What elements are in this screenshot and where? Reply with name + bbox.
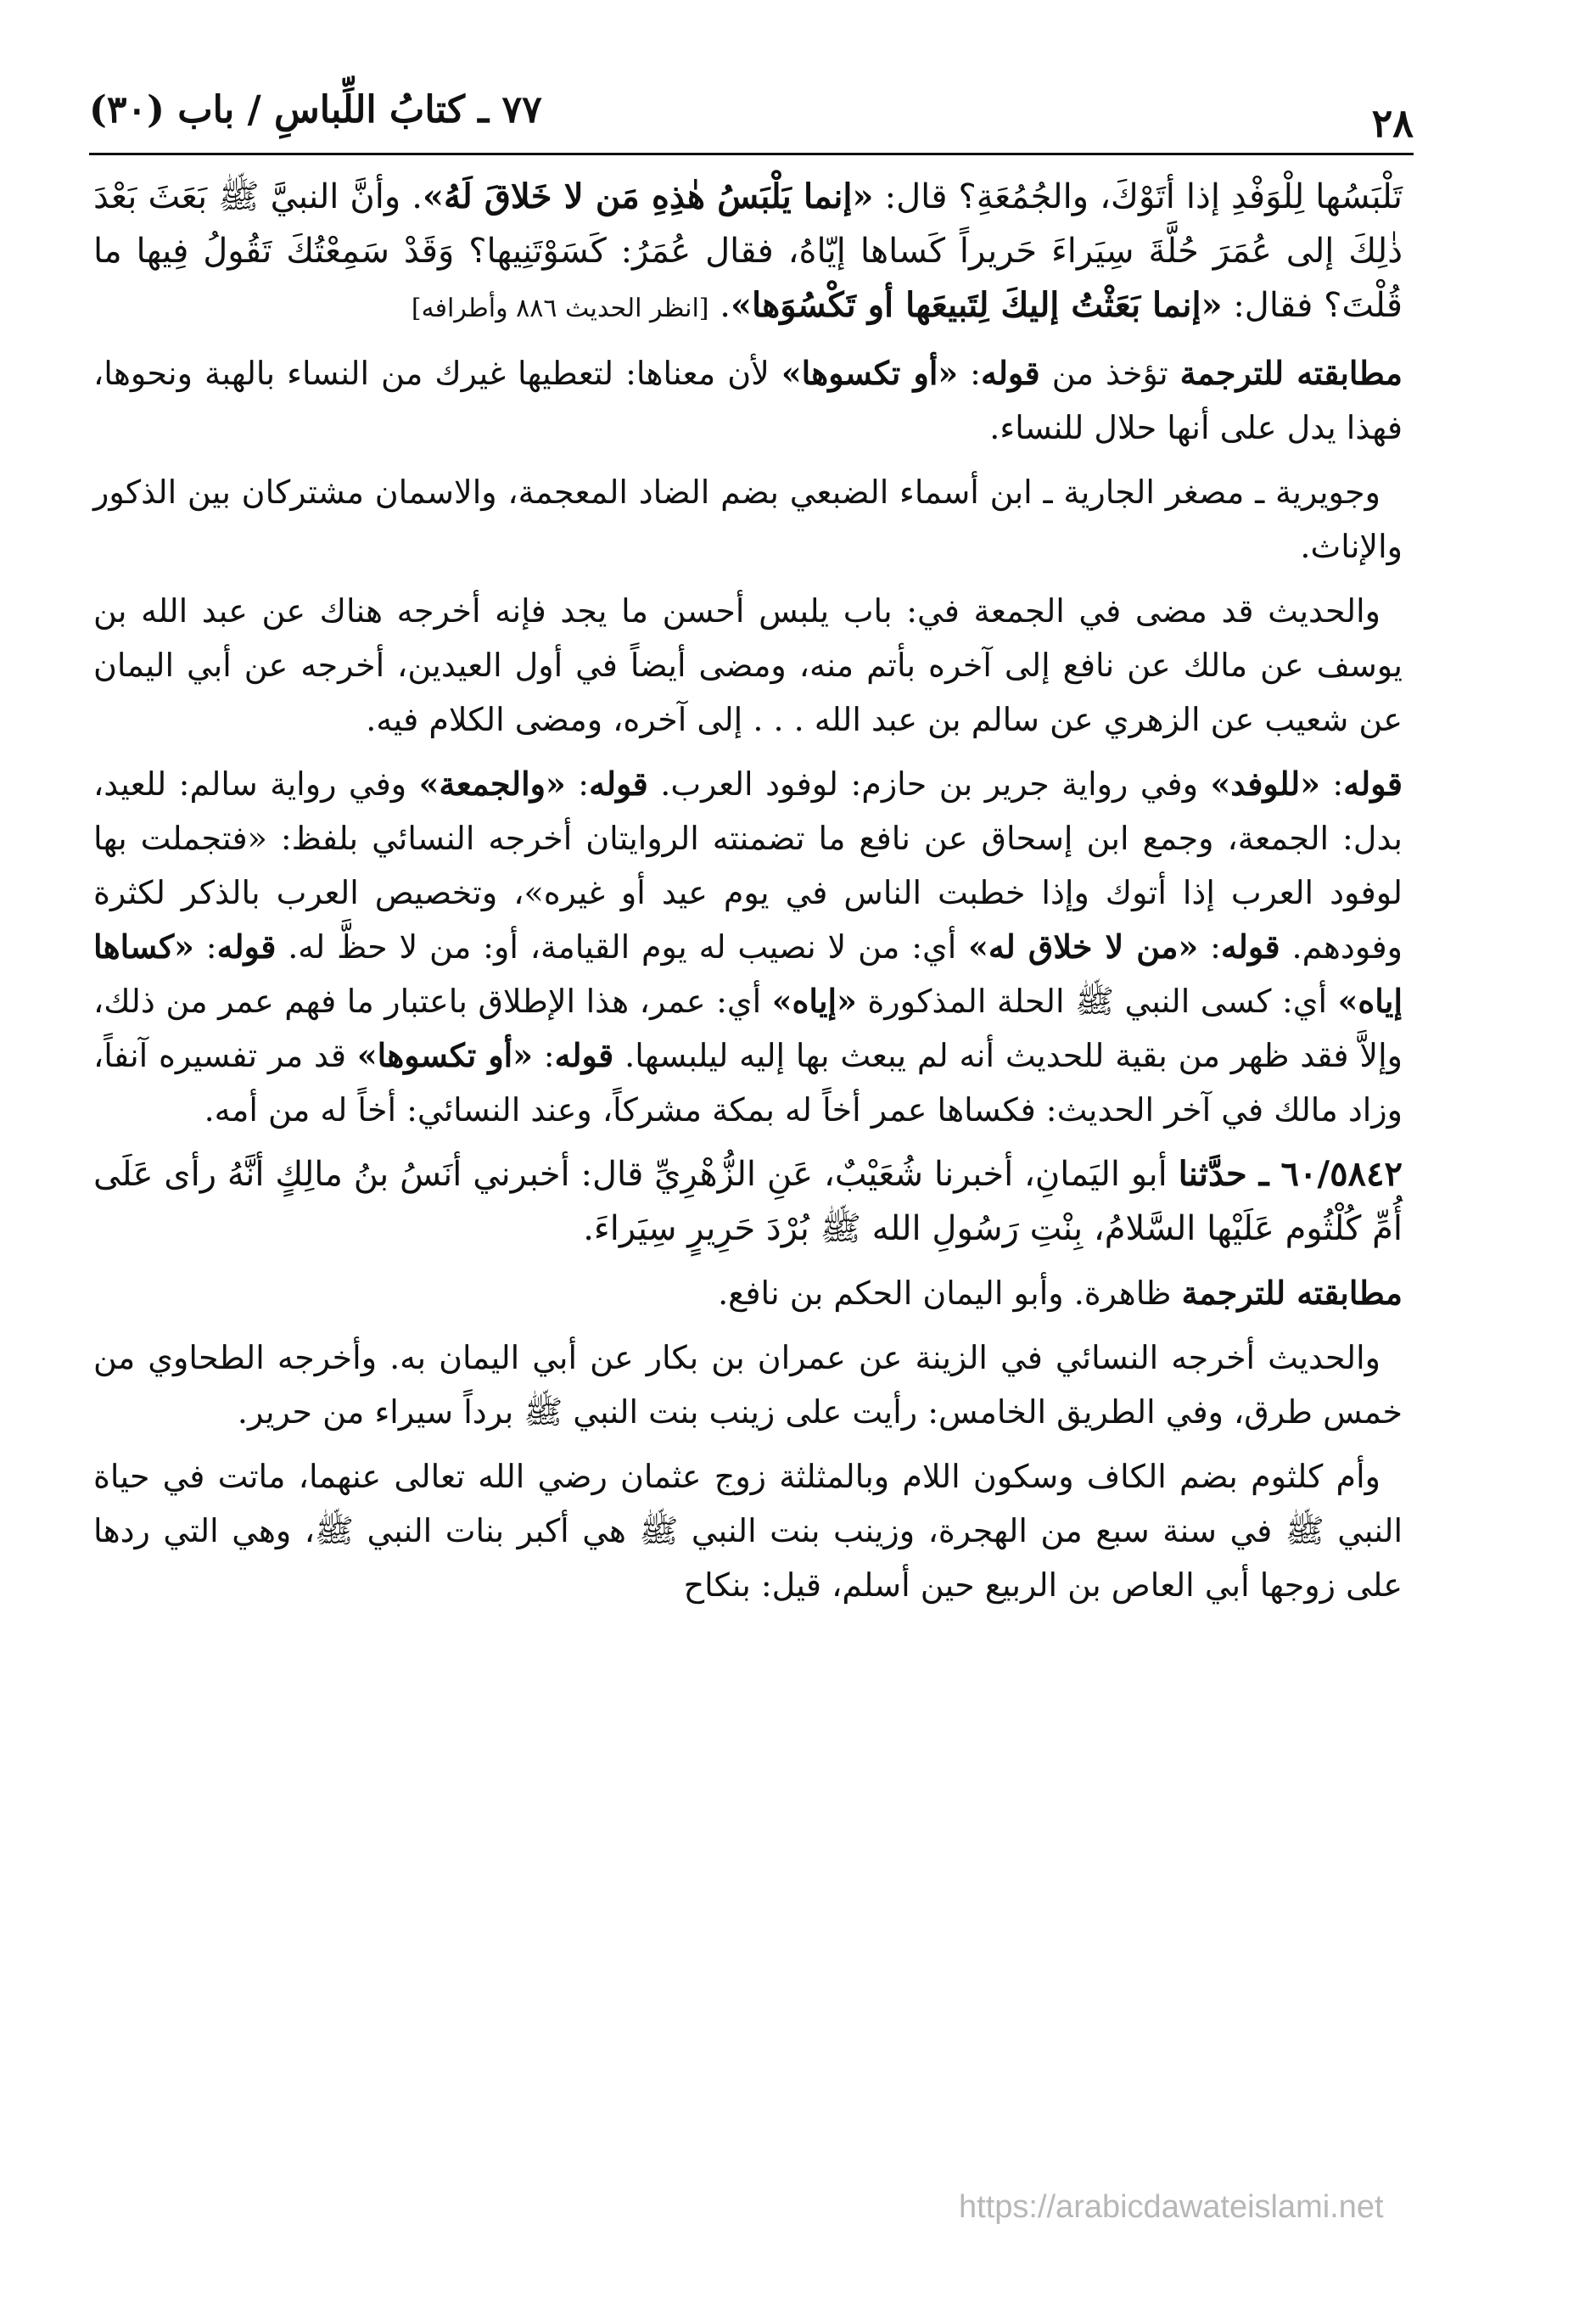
commentary-paragraph: وجويرية ـ مصغر الجارية ـ ابن أسماء الضبعي بضم الضاد المعجمة، والاسمان مشتركان بين الذكور والإناث. — [93, 473, 1403, 565]
text-run: : — [565, 765, 590, 803]
term-heading: قوله — [589, 765, 648, 803]
page-body — [93, 170, 1403, 1622]
text-run: . — [708, 286, 731, 325]
quoted-term: «والجمعة» — [418, 765, 566, 803]
running-title: ٧٧ ـ كتابُ اللِّباسِ / باب (٣٠) — [89, 88, 542, 132]
text-run: أي: عمر، هذا الإطلاق باعتبار ما فهم عمر من ذلك، وإلاَّ فقد ظهر من بقية للحديث أنه لم يبعث بها إليه ليلبسها. — [93, 983, 1403, 1074]
text-run: : — [1198, 928, 1221, 966]
term-heading: قوله — [216, 927, 277, 966]
prophetic-quote: «إنما بَعَثْتُ إليكَ لِتَبيعَها أو تَكْسُوَها» — [730, 285, 1223, 325]
term-heading: قوله — [1220, 927, 1280, 966]
hadith-paragraph — [93, 1147, 1403, 1256]
watermark-url: https://arabicdawateislami.net — [959, 2189, 1384, 2225]
prophetic-quote: «إنما يَلْبَسُ هٰذِهِ مَن لا خَلاقَ لَهُ» — [423, 176, 874, 216]
hadith-number: ٦٠/٥٨٤٢ ـ حدَّثنا — [1178, 1154, 1403, 1194]
commentary-paragraph: وأم كلثوم بضم الكاف وسكون اللام وبالمثلثة زوج عثمان رضي الله تعالى عنهما، ماتت في حياة النبي ﷺ في سنة سبع من الهجرة، وزينب بنت النبي ﷺ هي أكبر بنات النبي ﷺ، وهي التي ردها على زوجها أبي العاص بن الربيع حين أسلم، قيل: بنكاح — [93, 1458, 1403, 1604]
term-heading: قوله — [980, 354, 1040, 392]
text-run: . وأنَّ النبيَّ ﷺ بَعَثَ بَعْدَ ذٰلِكَ إلى عُمَرَ حُلَّةَ سِيَراءَ حَريراً كَساها إيّاهُ، فقال عُمَرُ: كَسَوْتَنِيها؟ وَقَدْ سَمِعْتُكَ تَقُولُ فِيها ما قُلْتَ؟ فقال: — [93, 177, 1403, 325]
quoted-term: «أو تكسوها» — [356, 1036, 533, 1074]
quoted-term: «أو تكسوها» — [781, 354, 959, 392]
text-run: تؤخذ من — [1039, 355, 1180, 392]
commentary-paragraph — [93, 757, 1403, 1137]
text-run: وفي رواية سالم: للعيد، بدل: الجمعة، وجمع ابن إسحاق عن نافع ما تضمنته الروايتان أخرجه النسائي بلفظ: «فتجملت بها لوفود العرب إذا أتوك وإذا خطبت الناس في يوم عيد أو غيره»، وتخصيص العرب بالذكر لكثرة وفودهم. — [93, 765, 1403, 966]
quoted-term: «من لا خلاق له» — [968, 927, 1199, 966]
header-divider — [89, 153, 1414, 155]
text-run: : — [1319, 765, 1344, 803]
text-run: لأن معناها: لتعطيها غيرك من النساء بالهبة ونحوها، فهذا يدل على أنها حلال للنساء. — [93, 355, 1403, 446]
quoted-term: «كساها إياه» — [93, 927, 1403, 1020]
commentary-paragraph — [93, 346, 1403, 455]
quoted-term: «إياه» — [771, 982, 857, 1020]
text-run: قد مر تفسيره آنفاً، وزاد مالك في آخر الحديث: فكساها عمر أخاً له بمكة مشركاً، وعند النسائي: أخاً له من أمه. — [93, 1037, 1403, 1129]
text-run: أبو اليَمانِ، أخبرنا شُعَيْبٌ، عَنِ الزُّهْرِيِّ قال: أخبرني أنَسُ بنُ مالِكٍ أنَّهُ رأى عَلَى أُمِّ كُلْثُوم عَلَيْها السَّلامُ، بِنْتِ رَسُولِ الله ﷺ بُرْدَ حَرِيرٍ سِيَراءَ. — [93, 1155, 1403, 1248]
text-run: : — [532, 1037, 555, 1074]
text-run: : — [958, 355, 981, 392]
hadith-continuation — [93, 170, 1403, 336]
commentary-paragraph — [93, 1266, 1403, 1320]
text-run: تَلْبَسُها لِلْوَفْدِ إذا أتَوْكَ، والجُمُعَةِ؟ قال: — [873, 177, 1403, 216]
text-run: أي: من لا نصيب له يوم القيامة، أو: من لا حظَّ له. — [276, 928, 969, 966]
term-heading: مطابقته للترجمة — [1181, 1274, 1403, 1312]
term-heading: قوله — [554, 1036, 614, 1074]
page-number: ٢٨ — [1371, 100, 1414, 146]
quoted-term: «للوفد» — [1210, 765, 1320, 803]
commentary-paragraph: والحديث قد مضى في الجمعة في: باب يلبس أحسن ما يجد فإنه أخرجه هناك عن عبد الله بن يوسف عن مالك عن نافع إلى آخره بأتم منه، ومضى أيضاً في أول العيدين، أخرجه عن أبي اليمان عن شعيب عن الزهري عن سالم بن عبد الله . . . إلى آخره، ومضى الكلام فيه. — [93, 592, 1403, 738]
text-run: ظاهرة. وأبو اليمان الحكم بن نافع. — [718, 1274, 1182, 1312]
term-heading: قوله — [1343, 765, 1403, 803]
commentary-paragraph: والحديث أخرجه النسائي في الزينة عن عمران بن بكار عن أبي اليمان به. وأخرجه الطحاوي من خمس طرق، وفي الطريق الخامس: رأيت على زينب بنت النبي ﷺ برداً سيراء من حرير. — [93, 1339, 1403, 1431]
text-run: أي: كسى النبي ﷺ الحلة المذكورة — [856, 983, 1338, 1020]
page-header — [89, 85, 1414, 153]
term-heading: مطابقته للترجمة — [1179, 354, 1403, 392]
text-run: : — [193, 928, 217, 966]
cross-reference: [انظر الحديث ٨٨٦ وأطرافه] — [411, 294, 709, 323]
text-run: وفي رواية جرير بن حازم: لوفود العرب. — [647, 765, 1211, 803]
